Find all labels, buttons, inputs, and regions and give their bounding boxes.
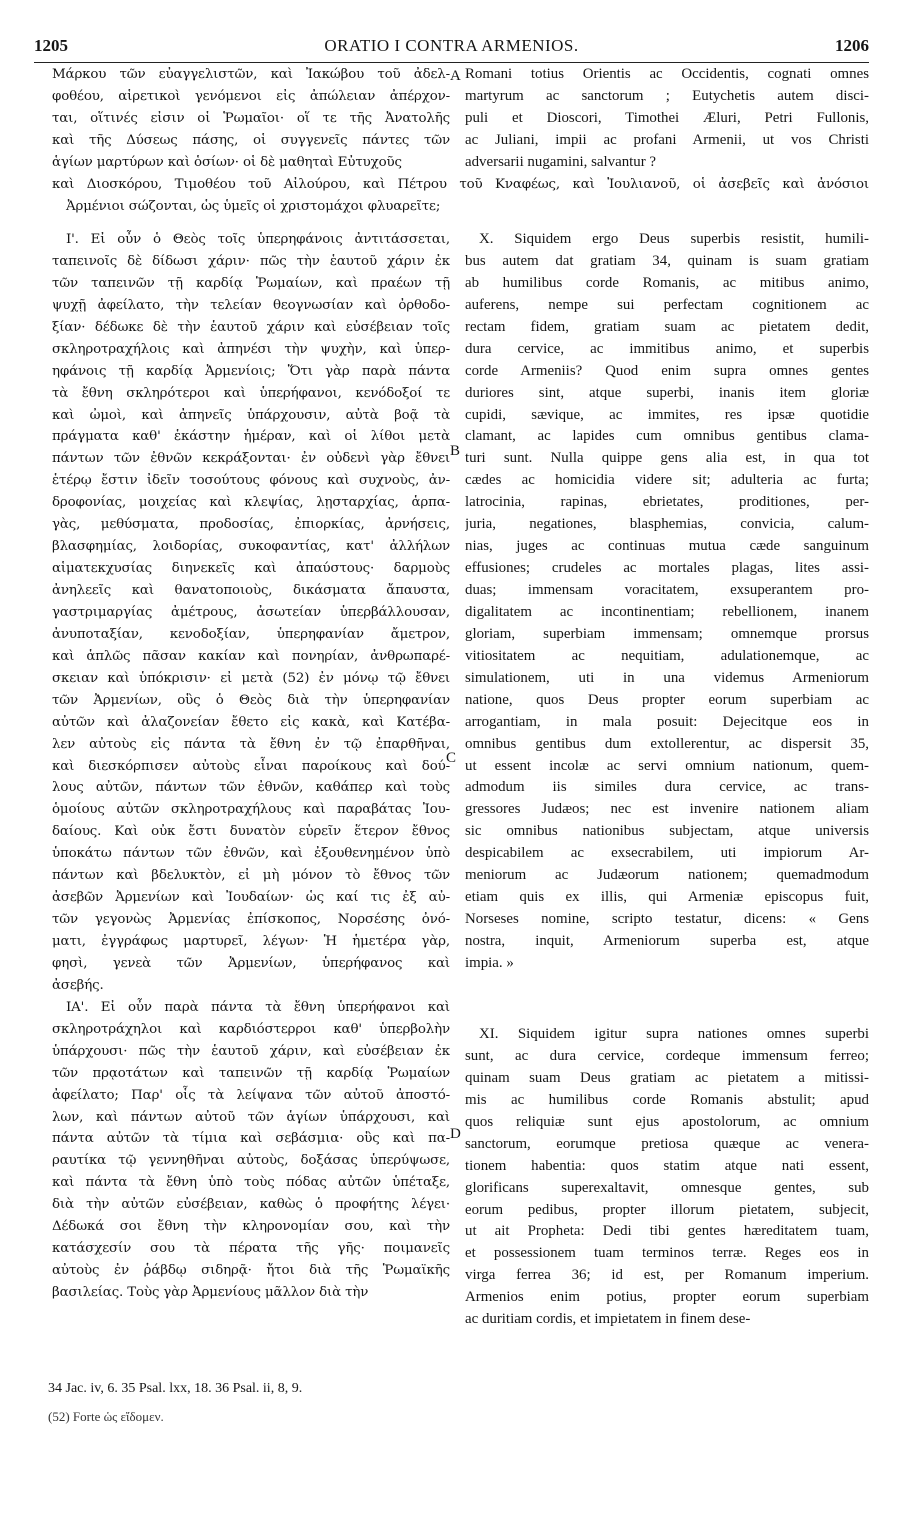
greek-body-line: τὰ ἔθνη σκληρότεροι καὶ ὑπερήφανοι, κενόδοξοί τε bbox=[52, 385, 450, 401]
latin-body-line: gloriam, superbiam immensam; omnemque prorsus bbox=[465, 625, 869, 642]
latin-top-line: adversarii nugamini, salvantur ? bbox=[465, 153, 657, 170]
margin-marker-a: A bbox=[450, 68, 461, 84]
greek-body-line: πάντων τῶν ἐθνῶν κεκράξονται· ἐν οὐδενὶ γὰρ ἔθνει bbox=[52, 451, 450, 467]
greek-body-line: ἀνυποταξίαν, κενοδοξίαν, ὑπερηφανίαν ἄμετρον, bbox=[52, 626, 450, 642]
latin-body-line: auferens, nempe sui perfectam cognitionem ac bbox=[465, 296, 869, 313]
latin-body2-line: Armenios enim potius, propter eorum superbiam bbox=[465, 1289, 869, 1306]
header-rule bbox=[34, 62, 869, 63]
latin-body2-line: ut ait Propheta: Dedi tibi gentes hæreditatem tuam, bbox=[465, 1223, 869, 1240]
greek-column-top bbox=[52, 64, 450, 174]
latin-body-line: etiam quis ex illis, qui Armeniæ episcopus fuit, bbox=[465, 889, 869, 906]
greek-body-line: ξίαν· δέδωκε δὲ τὴν ἑαυτοῦ χάριν καὶ εὐσέβειαν τοῖς bbox=[52, 319, 450, 335]
margin-marker-c: C bbox=[446, 750, 457, 766]
greek-body-line: ὑπάρχουσι· πῶς τὴν ἑαυτοῦ χάριν, καὶ εὐσέβειαν ἐκ bbox=[52, 1043, 450, 1059]
latin-body-line: natione, quos Deus propter eorum superbiam ac bbox=[465, 691, 869, 708]
latin-body-line: juria, negationes, blasphemias, convicia, calum- bbox=[465, 516, 869, 533]
greek-column-body bbox=[52, 229, 450, 1304]
greek-top-line: φοθέου, αἱρετικοὶ γενόμενοι εἰς ἀπώλειαν ἀπέρχον- bbox=[52, 88, 450, 104]
latin-body-line: bus autem dat gratiam 34, quinam is suam gratiam bbox=[465, 252, 869, 269]
greek-body-line: αὐτῶν καὶ ἀλαζονείαν ἔθετο εἰς κακὰ, καὶ Κατέβα- bbox=[52, 714, 450, 730]
greek-body-line: βλασφημίας, λοιδορίας, συκοφαντίας, κατ' ἀλλήλων bbox=[52, 539, 450, 555]
latin-body2-line: quos reliquiæ sunt ejus apostolorum, ac omnium bbox=[465, 1113, 869, 1130]
greek-body-line: αἱματεκχυσίας διηνεκεῖς καὶ ἀπαύστους· δαρμοὺς bbox=[52, 561, 450, 577]
greek-body-line: ὁμοίους αὐτῶν σκληροτραχήλους καὶ παραβάτας Ἰου- bbox=[52, 802, 450, 818]
greek-body-line: ἑτέρῳ ἔστιν ἰδεῖν τοσούτους φόνους καὶ συχνοὺς, ἀν- bbox=[52, 473, 450, 489]
latin-body-line: ut essent incolæ ac servi omnium nationum, quem- bbox=[465, 757, 869, 774]
latin-body-line: omnibus gentibus dum extollerentur, ac dispersit 35, bbox=[465, 735, 869, 752]
greek-body-line: γὰς, μεθύσματα, προδοσίας, ἐπιορκίας, ἀρνήσεις, bbox=[52, 517, 450, 533]
latin-body-line: nostra, inquit, Armeniorum superba est, atque bbox=[465, 933, 869, 949]
latin-body-line: admodum iis similes dura cervice, ac trans- bbox=[465, 779, 869, 796]
latin-body-line: dura cervice, ac immitibus animo, et superbis bbox=[465, 340, 869, 357]
latin-body-line: effusiones; crudeles ac mortales plagas, lites assi- bbox=[465, 560, 869, 577]
greek-body-line: τῶν ταπεινῶν τῇ καρδίᾳ Ῥωμαίων, καὶ πραέων τῇ bbox=[52, 275, 450, 291]
greek-body-line: διὰ τὴν αὐτῶν εὐσέβειαν, καθὼς ὁ προφήτης λέγει· bbox=[52, 1197, 450, 1213]
greek-body-line: ἀνηλεεῖς καὶ θανατοποιοὺς, δικάσματα ἄπαυστα, bbox=[52, 583, 450, 598]
latin-body2-line: sunt, ac dura cervice, cordeque immensum ferreo; bbox=[465, 1047, 869, 1064]
footnote-note-52: (52) Forte ὡς εἴδομεν. bbox=[48, 1409, 164, 1424]
latin-top-line: Romani totius Orientis ac Occidentis, cognati omnes bbox=[465, 66, 869, 82]
latin-body-line: latrocinia, rapinas, ebrietates, proditiones, per- bbox=[465, 494, 869, 511]
greek-body-line: ταπεινοῖς δὲ δίδωσι χάριν· πῶς τὴν ἑαυτοῦ χάριν ἐκ bbox=[52, 253, 450, 269]
latin-body2-line: tionem habentia: quos statim atque nati essent, bbox=[465, 1157, 869, 1174]
greek-body-line: σκειαν καὶ ὑπόκρισιν· εἰ μετὰ (52) ἐν μόνῳ τῷ ἔθνει bbox=[52, 670, 450, 686]
greek-body-line: λεν αὐτοὺς εἰς πάντα τὰ ἔθνη ἐν τῷ ἐπαρθῆναι, bbox=[52, 736, 450, 752]
greek-body-line: τῶν πρᾳοτάτων καὶ ταπεινῶν τῇ καρδίᾳ Ῥωμαίων bbox=[52, 1065, 450, 1081]
greek-body-line: ραυτίκα τῷ γεννηθῆναι αὐτοὺς, δοξάσας ὑπερύψωσε, bbox=[52, 1153, 450, 1169]
greek-body-line: δαίους. Καὶ οὐκ ἔστι δυνατὸν εὑρεῖν ἕτερον ἔθνος bbox=[52, 824, 450, 840]
full-lines-line: Ἀρμένιοι σώζονται, ὡς ὑμεῖς οἱ χριστομάχοι φλυαρεῖτε; bbox=[66, 198, 441, 214]
greek-top-line: Μάρκου τῶν εὐαγγελιστῶν, καὶ Ἰακώβου τοῦ ἀδελ- bbox=[52, 67, 450, 82]
greek-body-line: γαστριμαργίας ἀμέτρους, ἀσωτείαν ὑπερβάλλουσαν, bbox=[52, 604, 450, 620]
greek-top-line: καὶ τῆς Δύσεως πάσης, οἱ συγγενεῖς πάντες τῶν bbox=[52, 132, 450, 148]
latin-body-line: digalitatem ac incontinentiam; rebellionem, inanem bbox=[465, 603, 869, 620]
greek-body-line: ψυχῇ ἀφείλατο, τὴν τελείαν θεογνωσίαν καὶ ὀρθοδο- bbox=[52, 297, 450, 313]
latin-top-line: ac Juliani, impii ac profani Armenii, ut vos Christi bbox=[465, 131, 869, 148]
greek-body-line: βασιλείας. Τοὺς γὰρ Ἀρμενίους μᾶλλον διὰ τὴν bbox=[52, 1285, 369, 1300]
latin-body2-line: eorum pedibus, propter illorum pietatem, subjecit, bbox=[465, 1201, 869, 1218]
margin-marker-d: D bbox=[450, 1126, 461, 1142]
latin-column-body bbox=[465, 229, 869, 975]
latin-body2-line: virga ferrea 36; id est, per Romanum imperium. bbox=[465, 1267, 869, 1284]
latin-body2-line: glorificans superexaltavit, omnesque gentes, sub bbox=[465, 1179, 869, 1196]
latin-body-line: vitiositatem ac nequitiam, adulationemque, ac bbox=[465, 647, 869, 664]
latin-body2-line: sanctorum, eorumque pretiosa quæque ac venera- bbox=[465, 1135, 869, 1152]
greek-body-line: ἀσεβῶν Ἀρμενίων καὶ Ἰουδαίων· ὡς καί τις ἐξ αὐ- bbox=[52, 890, 450, 906]
latin-body-line: duas; immensam voracitatem, exsuperantem pro- bbox=[465, 582, 869, 598]
latin-body-line: nias, juges ac continuas mutua cæde sanguinum bbox=[465, 538, 869, 555]
latin-body-line: meniorum ac Judæorum nationem; quemadmodum bbox=[465, 867, 869, 884]
latin-body2-line: ac duritiam cordis, et impietatem in finem dese- bbox=[465, 1311, 751, 1328]
greek-body-line: ΙΑ'. Εἰ οὖν παρὰ πάντα τὰ ἔθνη ὑπερήφανοι καὶ bbox=[66, 999, 450, 1015]
margin-marker-b: B bbox=[450, 443, 461, 459]
greek-body-line: πράγματα καθ' ἑκάστην ἡμέραν, καὶ οἱ λίθοι μετὰ bbox=[52, 429, 450, 445]
latin-body-line: cupidi, sævique, ac immites, res ipsæ quotidie bbox=[465, 406, 869, 423]
greek-body-line: καὶ πάντα τὰ ἔθνη ὑπὸ τοὺς πόδας αὐτῶν ὑπέταξε, bbox=[52, 1175, 450, 1191]
page-header bbox=[34, 36, 869, 60]
greek-body-line: λους αὐτῶν, πάντων τῶν ἐθνῶν, καθάπερ καὶ τοὺς bbox=[52, 780, 450, 796]
greek-body-line: Ι'. Εἰ οὖν ὁ Θεὸς τοῖς ὑπερηφάνοις ἀντιτάσσεται, bbox=[66, 232, 450, 247]
greek-body-line: σκληροτράχηλοι καὶ καρδιόστερροι καθ' ὑπερβολὴν bbox=[52, 1021, 450, 1037]
greek-body-line: καὶ ἁπλῶς πᾶσαν κακίαν καὶ πονηρίαν, ἀνθρωπαρέ- bbox=[52, 648, 450, 664]
page-number-right: 1206 bbox=[835, 36, 869, 55]
greek-body-line: κατάσχεσίν σου τὰ πέρατα τῆς γῆς· ποιμανεῖς bbox=[52, 1241, 450, 1257]
latin-body-line: duriores sint, atque superbi, inanis item gloriæ bbox=[465, 384, 869, 401]
greek-body-line: καὶ διεσκόρπισεν αὐτοὺς εἶναι παροίκους καὶ δού- bbox=[52, 758, 450, 774]
latin-body-line: ab humilibus corde Romanis, ac mitibus animo, bbox=[465, 274, 869, 291]
greek-body-line: λων, καὶ πάντων αὐτοῦ τῶν ἁγίων ὑπάρχουσι, καὶ bbox=[52, 1109, 450, 1125]
full-width-greek bbox=[52, 174, 869, 218]
latin-body-line: despicabilem ac exsecrabilem, uti impiorum Ar- bbox=[465, 845, 869, 862]
latin-body-line: impia. » bbox=[465, 954, 514, 971]
greek-top-line: ἁγίων μαρτύρων καὶ ὁσίων· οἱ δὲ μαθηταὶ Εὐτυχοῦς bbox=[52, 154, 402, 170]
latin-body-line: rectam fidem, gratiam suam ac pietatem dedit, bbox=[465, 318, 869, 335]
greek-body-line: Δέδωκά σοι ἔθνη τὴν κληρονομίαν σου, καὶ τὴν bbox=[52, 1219, 450, 1235]
latin-top-line: martyrum ac sanctorum ; Eutychetis autem disci- bbox=[465, 87, 869, 104]
latin-column-top bbox=[465, 64, 869, 174]
latin-body-line: turi sunt. Nulla quippe gens alia est, in qua tot bbox=[465, 450, 869, 467]
greek-body-line: ἀφείλατο; Παρ' οἷς τὰ λείψανα τῶν αὐτοῦ ἀποστό- bbox=[52, 1087, 450, 1103]
full-lines-line: καὶ Διοσκόρου, Τιμοθέου τοῦ Αἰλούρου, καὶ Πέτρου τοῦ Κναφέως, καὶ Ἰουλιανοῦ, οἱ ἀσεβεῖς καὶ ἀνόσιοι bbox=[52, 177, 869, 192]
greek-body-line: σκληροτραχήλοις καὶ ἀπηνέσι τὴν ψυχὴν, καὶ ὑπερ- bbox=[52, 341, 450, 357]
greek-body-line: φησὶ, γενεὰ τῶν Ἀρμενίων, ὑπερήφανος καὶ bbox=[52, 955, 450, 971]
latin-body2-line: XI. Siquidem igitur supra nationes omnes superbi bbox=[479, 1026, 869, 1042]
greek-body-line: ὑποκάτω πάντων τῶν ἐθνῶν, καὶ ἐξουθενημένον ὑπὸ bbox=[52, 846, 450, 862]
greek-body-line: τῶν γεγονὼς Ἀρμενίας ἐπίσκοπος, Νορσέσης ὀνό- bbox=[52, 912, 450, 928]
latin-body-line: simulationem, uti in una videmus Armeniorum bbox=[465, 669, 869, 686]
greek-body-line: πάντα αὐτῶν τὰ τίμια καὶ σεβάσμια· οὓς καὶ πα- bbox=[52, 1131, 450, 1147]
greek-body-line: ἀσεβής. bbox=[52, 977, 104, 993]
latin-body-line: X. Siquidem ergo Deus superbis resistit, humili- bbox=[479, 231, 869, 247]
latin-body2-line: et possessionem tuam terminos terræ. Reges eos in bbox=[465, 1245, 869, 1262]
greek-body-line: ηφάνοις τῇ καρδίᾳ Ἀρμενίοις; Ὅτι γὰρ παρὰ πάντα bbox=[52, 363, 450, 379]
latin-body-line: gressores Judæos; nec est invenire nationem aliam bbox=[465, 801, 869, 818]
latin-body-line: Norseses nomine, scripto testatur, dicens: « Gens bbox=[465, 911, 869, 928]
latin-body2-line: quinam suam Deus gratiam ac pietatem a mitissi- bbox=[465, 1069, 869, 1086]
latin-body2-line: mis ac humilibus corde Romanis abstulit; apud bbox=[465, 1091, 869, 1108]
greek-body-line: τῶν Ἀρμενίων, οὓς ὁ Θεὸς διὰ τὴν ὑπερηφανίαν bbox=[52, 692, 450, 708]
latin-body-line: clamant, ac lapides cum omnibus gentibus clama- bbox=[465, 428, 869, 445]
page-number-left: 1205 bbox=[34, 36, 68, 55]
greek-top-line: ται, οἵτινές εἰσιν οἱ Ῥωμαῖοι· οἵ τε τῆς Ἀνατολῆς bbox=[52, 110, 450, 126]
footnote-references: 34 Jac. iv, 6. 35 Psal. lxx, 18. 36 Psal. ii, 8, 9. bbox=[48, 1381, 303, 1396]
latin-body-line: cædes ac homicidia videre sit; adulteria ac furta; bbox=[465, 472, 869, 489]
latin-top-line: puli et Dioscori, Timothei Æluri, Petri Fullonis, bbox=[465, 109, 869, 126]
latin-body-line: corde Armeniis? Quod enim supra omnes gentes bbox=[465, 362, 869, 379]
greek-body-line: ματι, ἐγγράφως μαρτυρεῖ, λέγων· Ἡ ἡμετέρα γὰρ, bbox=[52, 934, 450, 949]
greek-body-line: καὶ ὠμοὶ, καὶ ἀπηνεῖς ὑπάρχουσιν, αὐτὰ βοᾷ τὰ bbox=[52, 407, 450, 423]
latin-body-line: arrogantiam, in mala posuit: Dejecitque eos in bbox=[465, 713, 869, 730]
running-title: ORATIO I CONTRA ARMENIOS. bbox=[324, 36, 579, 55]
latin-column-body-2 bbox=[465, 1024, 869, 1331]
greek-body-line: δροφονίας, μοιχείας καὶ κλεψίας, λῃσταρχίας, ἁρπα- bbox=[52, 495, 450, 511]
greek-body-line: πάντων καὶ βδελυκτὸν, εἰ μὴ μόνον τὸ ἔθνος τῶν bbox=[52, 868, 450, 884]
latin-body-line: sic omnibus nationibus subjectam, atque universis bbox=[465, 823, 869, 840]
greek-body-line: αὐτοὺς ἐν ῥάβδῳ σιδηρᾷ· ἤτοι διὰ τῆς Ῥωμαϊκῆς bbox=[52, 1263, 450, 1279]
